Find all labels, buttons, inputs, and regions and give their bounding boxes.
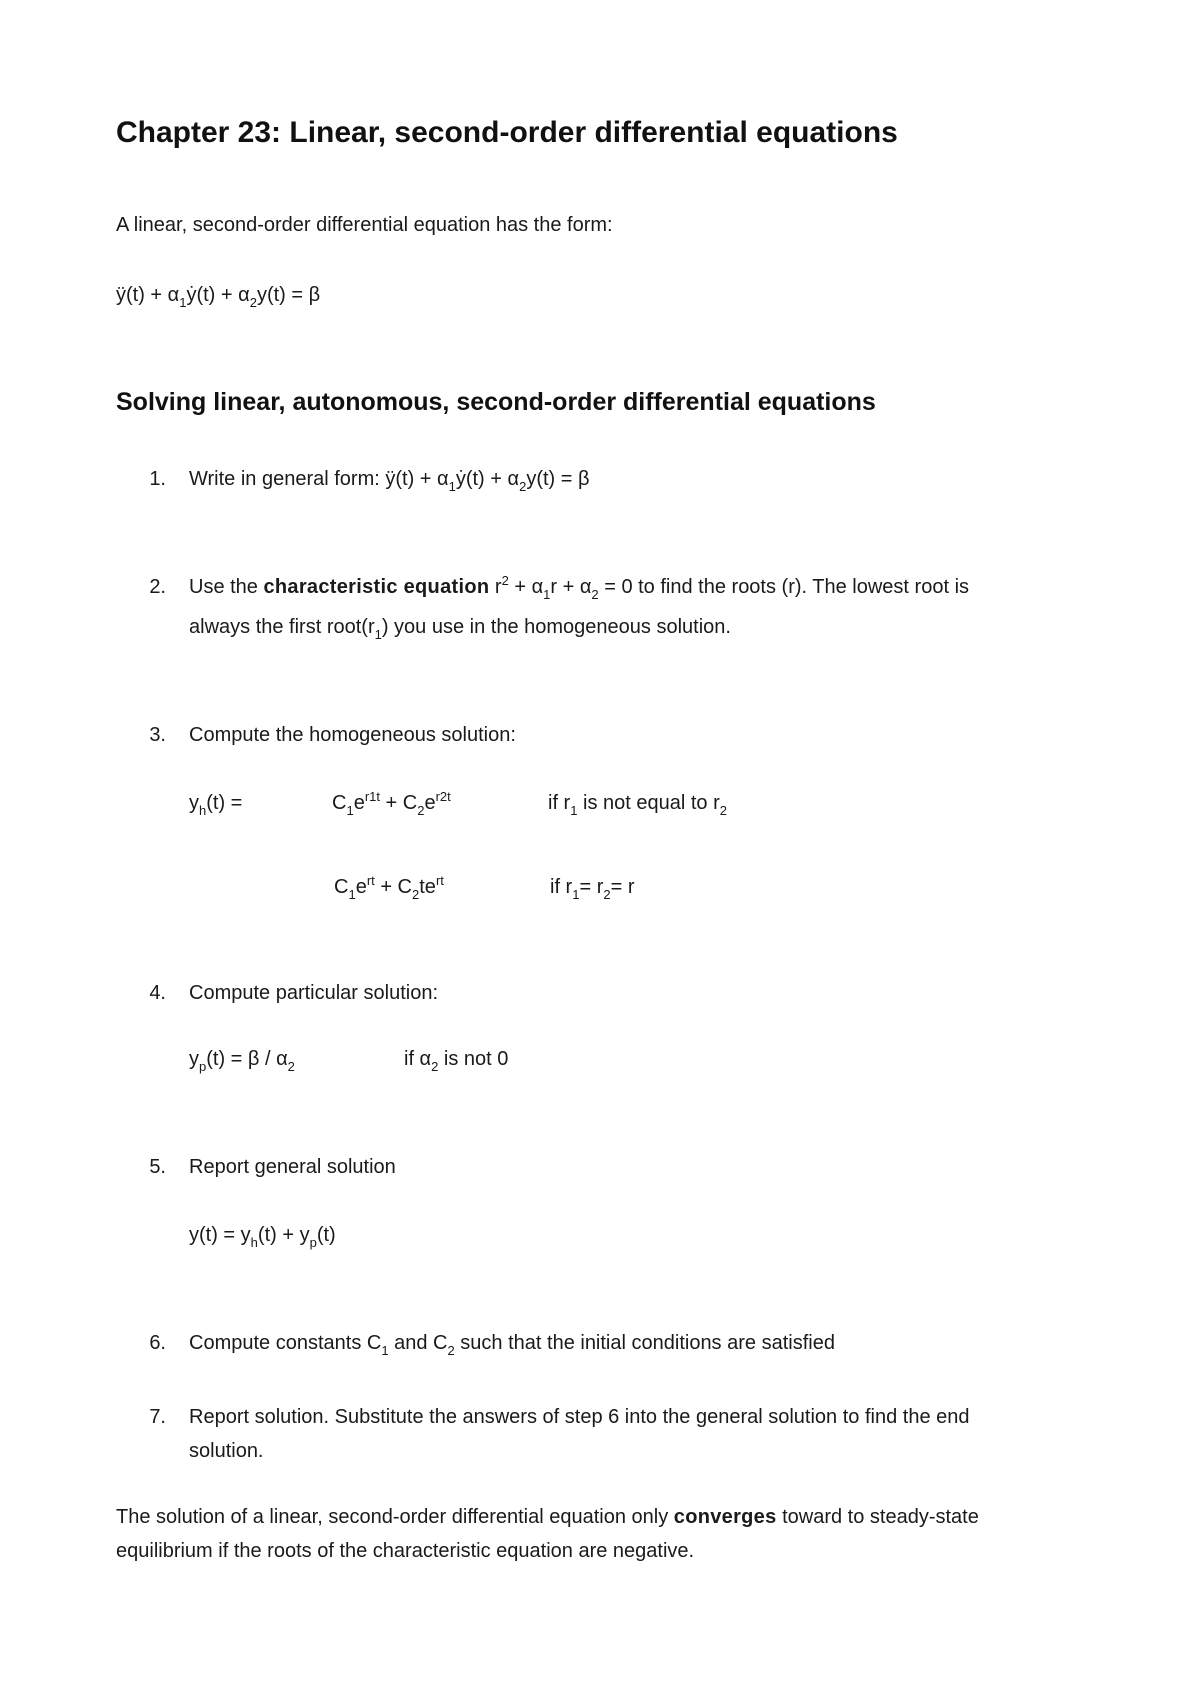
step-number: 6.: [149, 1332, 166, 1354]
step-2-text: Use the characteristic equation $r^2 + \alpha_1r + \alpha_2 = 0$ to find the roots (r). The lowest root is: [189, 573, 970, 602]
general-solution: $y(t) = y_h(t) + y_p(t)$: [189, 1224, 336, 1250]
step-number: 1.: [149, 468, 166, 490]
homogeneous-case-distinct: $C_1e^{r1t} + C_2e^{r2t}$: [332, 789, 451, 818]
particular-solution: $y_p(t) = \beta / \alpha_2$: [189, 1048, 295, 1074]
conclusion-text: The solution of a linear, second-order differential equation only converges toward to steady-state: [116, 1506, 979, 1528]
homogeneous-case-repeated: $C_1e^{rt} + C_2te^{rt}$: [334, 873, 444, 902]
homogeneous-solution-label: $y_h(t)$ =: [189, 792, 243, 818]
step-number: 2.: [149, 576, 166, 598]
step-3-text: Compute the homogeneous solution:: [189, 724, 516, 746]
conclusion-text-line2: equilibrium if the roots of the characteristic equation are negative.: [116, 1540, 695, 1562]
step-7-text-line2: solution.: [189, 1440, 264, 1462]
step-1-text: Write in general form: ÿ(t) + $\alpha_1ẏ(t) + \alpha_2y(t) = \beta$: [189, 468, 590, 494]
step-2-text-line2: always the first $root(r_1)$ you use in the homogeneous solution.: [189, 616, 731, 642]
chapter-title: Chapter 23: Linear, second-order differential equations: [116, 116, 898, 149]
characteristic-equation-term: characteristic equation: [263, 576, 490, 598]
step-number: 4.: [149, 982, 166, 1004]
step-number: 3.: [149, 724, 166, 746]
converges-term: converges: [673, 1506, 777, 1528]
step-5-text: Report general solution: [189, 1156, 396, 1178]
section-title: Solving linear, autonomous, second-order differential equations: [116, 388, 876, 416]
condition-distinct-roots: if $r_1$ is not equal to $r_2$: [548, 792, 727, 818]
step-6-text: Compute constants $C_1$ and $C_2$ such that the initial conditions are satisfied: [189, 1332, 835, 1358]
condition-repeated-roots: if $r_1= r_2= r$: [550, 876, 635, 902]
step-7-text: Report solution. Substitute the answers of step 6 into the general solution to find the end: [189, 1406, 970, 1428]
intro-text: A linear, second-order differential equation has the form:: [116, 214, 613, 236]
form-equation: ÿ(t) + $\alpha_1ẏ(t) + \alpha_2y(t) = \beta$: [116, 284, 321, 310]
step-number: 7.: [149, 1406, 166, 1428]
particular-condition: if $\alpha_2$ is not 0: [404, 1048, 509, 1074]
step-number: 5.: [149, 1156, 166, 1178]
step-4-text: Compute particular solution:: [189, 982, 439, 1004]
